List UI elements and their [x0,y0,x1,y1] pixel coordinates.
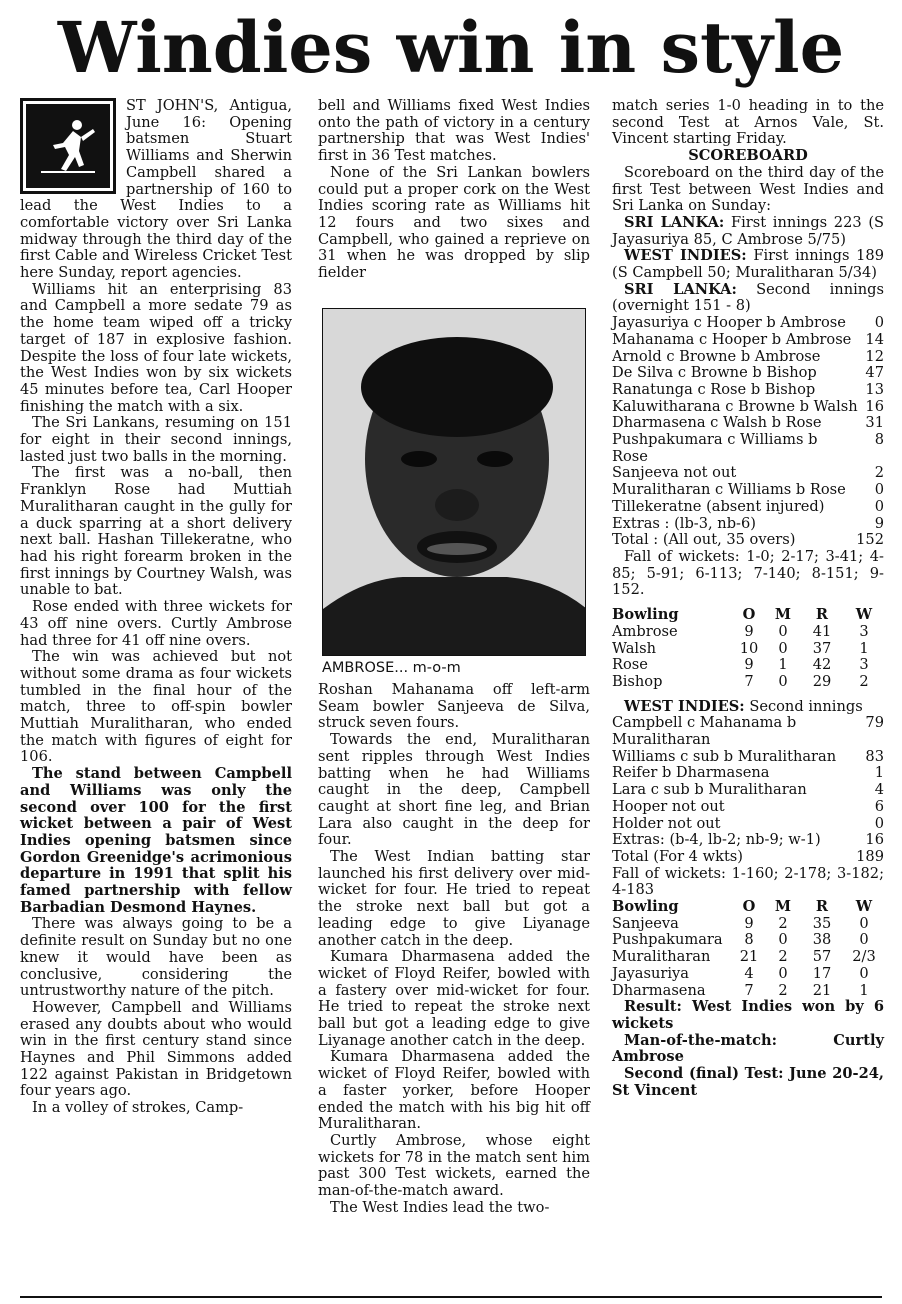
bowling-header: R [815,606,829,624]
article-paragraph: Curtly Ambrose, whose eight wickets for 78 in the match sent him past 300 Test wickets, earned the man-of-the-match award. [318,1131,590,1200]
article-paragraph: Towards the end, Muralitharan sent ripples through West Indies batting when he had Williams caught in the deep, Campbell caught at short fine leg, and Brian Lara also caught in the deep for four. [318,731,590,849]
column-2-bottom [318,682,590,1217]
wi-batting-row [612,715,884,748]
column-3-scoreboard [612,98,884,1099]
runs: 152 [856,531,884,549]
bowling-figure: 9 [744,656,754,674]
bowling-figure: 7 [744,981,754,999]
bowling-figure: 35 [812,914,832,932]
match-result: Result: West Indies won by 6 wickets [612,998,884,1032]
batsman-name: Arnold c Browne b Ambrose [612,347,821,365]
bowler-name: Dharmasena [612,981,706,999]
sl-fall-of-wickets: Fall of wickets: 1-0; 2-17; 3-41; 4-85; 5-91; 6-113; 7-140; 8-151; 9-152. [612,547,884,599]
bottom-rule [20,1296,882,1298]
sl-batting-row [612,499,884,516]
wi-batting-row [612,816,884,833]
bowler-name: Pushpakumara [612,931,723,949]
batsman-name: Campbell c Mahanama b Muralitharan [612,714,797,749]
article-paragraph: Kumara Dharmasena added the wicket of Floyd Reifer, bowled with a faster yorker, before Hooper ended the match with his big hit off Muralitharan. [318,1048,590,1133]
bowling-figure: 2 [778,914,788,932]
runs: 9 [874,514,884,532]
sl-batting-row [612,432,884,465]
bowling-figure: 21 [739,948,759,966]
article-paragraph: Rose ended with three wickets for 43 off nine overs. Curtly Ambrose had three for 41 off nine overs. [20,598,292,649]
bowling-figure: 38 [812,931,832,949]
runs: 1 [874,764,884,782]
bowling-figure: 0 [859,964,869,982]
bowler-name: Sanjeeva [612,914,679,932]
column-2-top [318,98,590,282]
wi-batting-row [612,749,884,766]
article-paragraph: Williams hit an enterprising 83 and Campbell a more sedate 79 as the home team wiped off a tricky target of 187 in explosive fashion. Despite the loss of four late wickets, the West Indies won by six wickets 45 minutes before tea, Carl Hooper finishing the match with a six. [20,280,292,415]
bowling-figure: 29 [812,672,832,690]
bowler-name: Walsh [612,639,656,657]
man-of-the-match: Man-of-the-match: Curtly Ambrose [612,1031,884,1066]
batsman-name: Total (For 4 wkts) [612,847,743,865]
sl-batting-list [612,315,884,549]
article-paragraph: The win was achieved but not without some drama as four wickets tumbled in the final hour of the match, three to off-spin bowler Muttiah Muralitharan, who ended the match with figures of eight for 106. [20,648,292,766]
bowling-figure: 37 [812,639,832,657]
wi-bowling-table [612,607,884,691]
bowling-figure: 8 [744,931,754,949]
headline: Windies win in style [57,6,845,89]
bowling-header: M [774,606,792,624]
bowling-figure: 4 [744,964,754,982]
bowling-figure: 0 [859,914,869,932]
bowling-figure: 17 [812,964,832,982]
sl-batting-row [612,482,884,499]
sl-second-innings: SRI LANKA: Second innings (overnight 151 - 8) [612,280,884,315]
batsman-name: Lara c sub b Muralitharan [612,781,807,799]
sl-bowling-table [612,899,884,999]
batsman-name: Muralitharan c Williams b Rose [612,481,846,499]
sl-batting-row [612,382,884,399]
article-paragraph: The Sri Lankans, resuming on 151 for eight in their second innings, lasted just two balls in the morning. [20,414,292,465]
wi-batting-row [612,782,884,799]
sl-first-innings: SRI LANKA: First innings 223 (S Jayasuriya 85, C Ambrose 5/75) [612,213,885,248]
bowler-name: Ambrose [612,622,678,640]
bowler-name: Muralitharan [612,948,711,966]
bowling-figure: 2/3 [852,948,876,966]
wi-batting-row [612,849,884,866]
wi-first-innings: WEST INDIES: First innings 189 (S Campbell 50; Muralitharan 5/34) [612,247,884,282]
scoreboard-title: SCOREBOARD [688,147,808,165]
runs: 0 [874,314,884,332]
bowling-figure: 7 [744,672,754,690]
batsman-name: Ranatunga c Rose b Bishop [612,380,816,398]
bowler-name: Bishop [612,672,663,690]
runs: 12 [865,347,884,365]
bowling-figure: 3 [859,622,869,640]
batsman-name: Jayasuriya c Hooper b Ambrose [612,314,846,332]
runs: 83 [865,747,884,765]
bowling-figure: 2 [859,672,869,690]
portrait-image [323,309,586,656]
batsman-name: Reifer b Dharmasena [612,764,770,782]
runs: 2 [874,464,884,482]
wi-batting-row [612,832,884,849]
runs: 0 [874,481,884,499]
bowler-name: Jayasuriya [612,964,689,982]
article-paragraph: The first was a no-ball, then Franklyn Rose had Muttiah Muralitharan caught in the gully for a duck sparring at a short delivery next ball. Hashan Tillekeratne, who had his right forearm broken in the first innings by Courtney Walsh, was unable to bat. [20,464,292,599]
bowling-figure: 1 [859,639,869,657]
batsman-name: Kaluwitharana c Browne b Walsh [612,397,858,415]
runs: 0 [874,814,884,832]
bowling-header: W [855,606,873,624]
bowling-figure: 0 [778,639,788,657]
bowling-header: O [742,606,756,624]
article-paragraph: The West Indies lead the two- [330,1198,550,1216]
runs: 8 [874,431,884,449]
batsman-name: Extras : (lb-3, nb-6) [612,514,756,532]
runs: 189 [856,847,884,865]
batsman-name: Williams c sub b Muralitharan [612,747,837,765]
cricketer-icon [33,111,103,181]
bowling-figure: 0 [778,931,788,949]
ambrose-photo [322,308,586,656]
article-paragraph: In a volley of strokes, Camp- [32,1099,244,1117]
runs: 47 [865,364,884,382]
batsman-name: Tillekeratne (absent injured) [612,497,825,515]
batsman-name: Dharmasena c Walsh b Rose [612,414,822,432]
bowler-name: Rose [612,656,648,674]
runs: 13 [865,380,884,398]
wi-batting-list [612,715,884,865]
runs: 79 [865,714,884,732]
bowling-figure: 1 [778,656,788,674]
bowling-figure: 3 [859,656,869,674]
sl-batting-row [612,365,884,382]
batsman-name: Pushpakumara c Williams b Rose [612,431,818,465]
article-paragraph: However, Campbell and Williams erased any doubts about who would win in the first century stand since Haynes and Phil Simmons added 122 against Pakistan in Bridgetown four years ago. [20,998,292,1100]
bowling-figure: 1 [859,981,869,999]
bowling-header: Bowling [612,606,679,624]
bowling-figure: 0 [778,964,788,982]
sl-batting-row [612,415,884,432]
wi-batting-row [612,765,884,782]
article-paragraph: There was always going to be a definite result on Sunday but no one knew it would have been as conclusive, considering the untrustworthy nature of the pitch. [20,915,292,1000]
column-1 [20,98,292,1117]
batsman-name: Total : (All out, 35 overs) [612,531,796,549]
sl-batting-row [612,465,884,482]
cricket-logo [20,98,116,194]
runs: 4 [874,781,884,799]
scoreboard-intro: Scoreboard on the third day of the first Test between West Indies and Sri Lanka on Sunday: [612,163,884,215]
bowling-figure: 0 [778,622,788,640]
bowling-figure: 9 [744,914,754,932]
article-paragraph: match series 1-0 heading in to the second Test at Arnos Vale, St. Vincent starting Friday. [612,97,884,148]
article-paragraph: Kumara Dharmasena added the wicket of Floyd Reifer, bowled with a fastery over mid-wicket for four. He tried to repeat the stroke next ball but got a leading edge to give Liyanage another catch in the deep. [318,948,590,1049]
second-test-info: Second (final) Test: June 20-24, St Vincent [612,1065,884,1099]
bowling-header: Bowling [612,898,679,916]
sl-batting-row [612,332,884,349]
batsman-name: Hooper not out [612,797,725,815]
sl-batting-row [612,516,884,533]
runs: 6 [874,797,884,815]
bowling-figure: 0 [859,931,869,949]
highlight-paragraph: The stand between Campbell and Williams was only the second over 100 for the first wicket between a pair of West Indies opening batsmen since Gordon Greenidge's acrimonious departure in 1991 that split his famed partnership with fellow Barbadian Desmond Haynes. [20,765,292,916]
bowling-figure: 57 [812,948,832,966]
batsman-name: Sanjeeva not out [612,464,737,482]
bowling-figure: 2 [778,948,788,966]
bowling-figure: 2 [778,981,788,999]
bowling-figure: 42 [812,656,832,674]
batsman-name: Extras: (b-4, lb-2; nb-9; w-1) [612,831,821,849]
bowling-header: W [855,898,873,916]
runs: 16 [865,831,884,849]
batsman-name: Holder not out [612,814,721,832]
wi-second-innings: WEST INDIES: Second innings [624,697,863,715]
article-paragraph: The West Indian batting star launched his first delivery over mid-wicket for four. He tried to repeat the stroke next ball but got a leading edge to give Liyanage another catch in the deep. [318,848,590,949]
runs: 31 [865,414,884,432]
sl-batting-row [612,399,884,416]
runs: 16 [865,397,884,415]
wi-batting-row [612,799,884,816]
bowling-header: R [815,898,829,916]
bowling-figure: 10 [739,639,759,657]
sl-batting-row [612,532,884,549]
article-lead: ST JOHN'S, Antigua, June 16: Opening batsmen Stuart Williams and Sherwin Campbell shared a partnership of 160 to lead the West Indies to a comfortable victory over Sri Lanka midway through the third day of the first Cable and Wireless Cricket Test here Sunday, report agencies. [20,97,292,282]
bowling-figure: 21 [812,981,832,999]
article-paragraph: None of the Sri Lankan bowlers could put a proper cork on the West Indies scoring rate as Williams hit 12 fours and two sixes and Campbell, who gained a reprieve on 31 when he was dropped by slip fielder [318,163,590,282]
runs: 14 [865,330,884,348]
dateline: ST JOHN'S, Antigua, June 16: [126,97,292,131]
batsman-name: De Silva c Browne b Bishop [612,364,817,382]
article-paragraph: bell and Williams fixed West Indies onto the path of victory in a century partnership that was West Indies' first in 36 Test matches. [318,97,590,165]
runs: 0 [874,497,884,515]
photo-caption: AMBROSE... m-o-m [322,660,461,676]
bowling-header: M [774,898,792,916]
sl-batting-row [612,315,884,332]
sl-batting-row [612,349,884,366]
article-paragraph: Roshan Mahanama off left-arm Seam bowler Sanjeeva de Silva, struck seven fours. [318,681,590,732]
bowling-figure: 9 [744,622,754,640]
bowling-figure: 41 [812,622,832,640]
batsman-name: Mahanama c Hooper b Ambrose [612,330,852,348]
bowling-header: O [742,898,756,916]
wi-fall-of-wickets: Fall of wickets: 1-160; 2-178; 3-182; 4-183 [612,864,884,899]
bowling-figure: 0 [778,672,788,690]
